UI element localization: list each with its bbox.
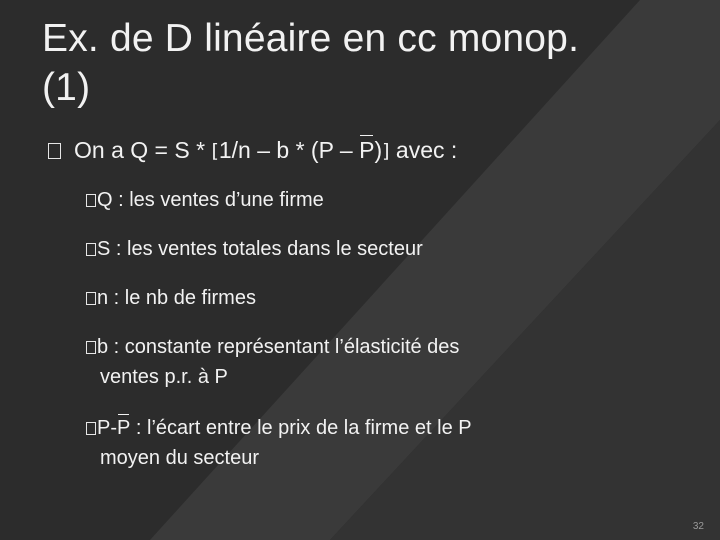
slide-number: 32 — [692, 521, 704, 532]
main-bullet — [48, 134, 457, 167]
definition-n — [86, 283, 606, 313]
square-bullet-icon — [86, 292, 96, 305]
definition-text: : l’écart entre le prix de la firme et le P — [130, 417, 472, 439]
definition-text: S : les ventes totales dans le secteur — [97, 238, 423, 260]
definition-text: Q : les ventes d’une firme — [97, 189, 324, 211]
square-bullet-icon — [48, 143, 61, 159]
formula-pbar: P — [359, 134, 374, 166]
formula-lead: On a Q = S * — [74, 137, 212, 163]
square-bullet-icon — [86, 243, 96, 256]
formula-close-bracket: ] — [382, 140, 390, 162]
title-line-2: (1) — [42, 66, 91, 109]
definition-prefix: P- — [97, 417, 117, 439]
title-line-1: Ex. de D linéaire en cc monop. — [42, 17, 580, 60]
definition-continuation: moyen du secteur — [100, 447, 259, 469]
definition-b — [86, 332, 606, 392]
formula-open-bracket: [ — [211, 140, 219, 162]
slide-title — [42, 14, 702, 112]
definition-text: n : le nb de firmes — [97, 287, 256, 309]
formula-middle: 1/n – b * (P – — [218, 137, 360, 163]
definition-text: b : constante représentant l’élasticité des — [97, 336, 460, 358]
definition-continuation: ventes p.r. à P — [100, 366, 228, 388]
definition-s — [86, 234, 606, 264]
formula-tail: avec : — [389, 137, 458, 163]
square-bullet-icon — [86, 194, 96, 207]
formula-close-paren: ) — [374, 137, 383, 163]
square-bullet-icon — [86, 341, 96, 354]
definition-p-gap — [86, 413, 606, 473]
definition-pbar: P — [117, 413, 130, 443]
square-bullet-icon — [86, 422, 96, 435]
definition-q — [86, 185, 606, 215]
